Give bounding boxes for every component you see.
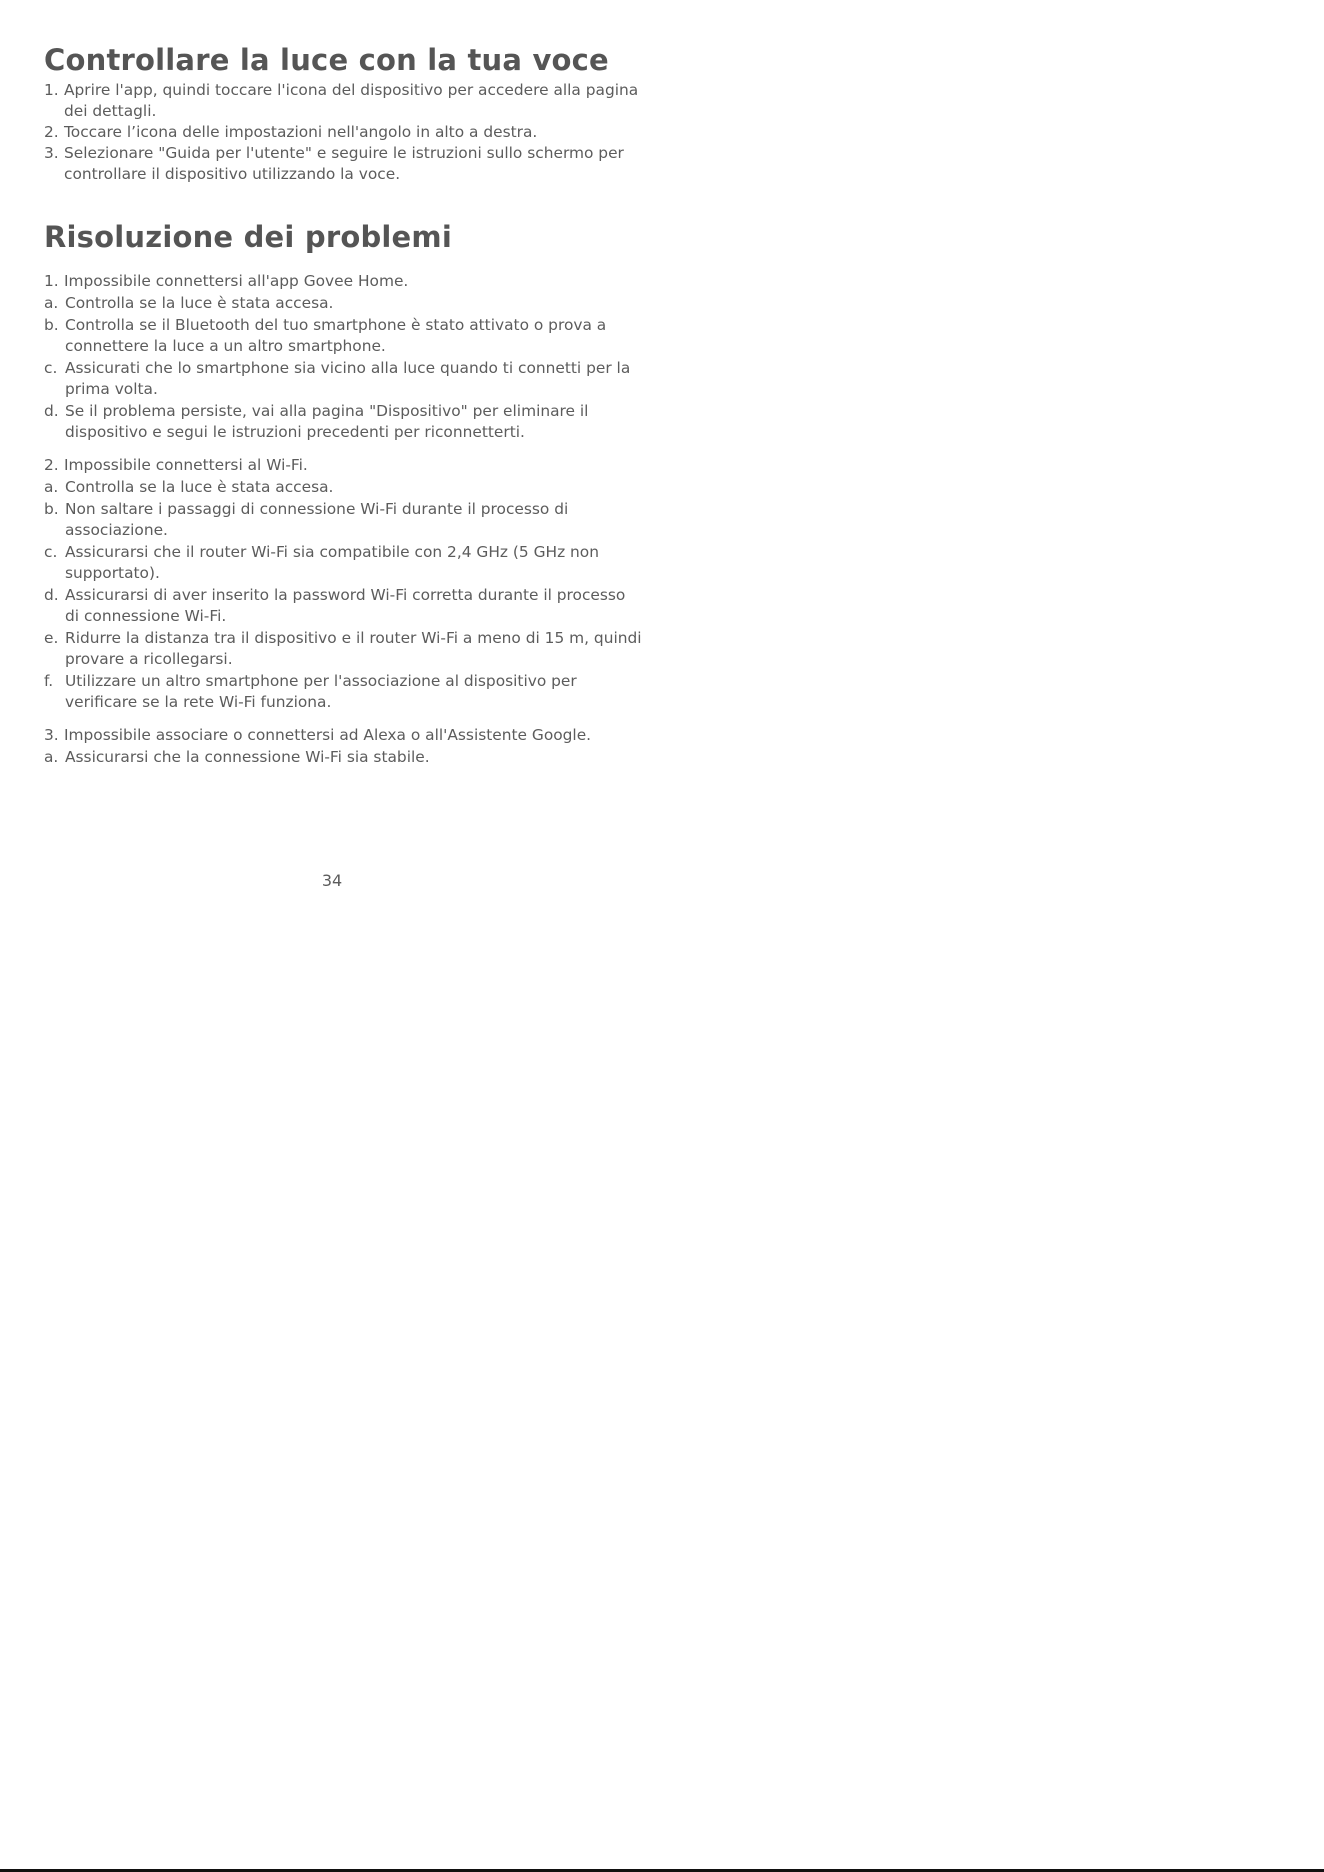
item-text: Ridurre la distanza tra il dispositivo e il router Wi-Fi a meno di 15 m, quindi provare a ricollegarsi. xyxy=(65,629,642,668)
list-item xyxy=(44,358,644,400)
list-item xyxy=(44,585,644,627)
item-letter: a. xyxy=(44,294,59,312)
problem-title xyxy=(44,725,644,746)
list-item xyxy=(44,80,644,122)
section-title-troubleshooting: Risoluzione dei problemi xyxy=(44,220,452,254)
problem-block xyxy=(44,725,644,768)
item-letter: e. xyxy=(44,629,59,647)
problem-title xyxy=(44,271,644,292)
troubleshooting-list xyxy=(44,271,644,768)
step-text: Aprire l'app, quindi toccare l'icona del dispositivo per accedere alla pagina dei dettagli. xyxy=(64,81,639,120)
item-text: Non saltare i passaggi di connessione Wi-Fi durante il processo di associazione. xyxy=(65,500,569,539)
item-letter: a. xyxy=(44,748,59,766)
problem-number: 1. xyxy=(44,272,59,290)
list-item xyxy=(44,628,644,670)
page-number: 34 xyxy=(321,871,343,890)
step-number: 1. xyxy=(44,81,59,99)
list-item xyxy=(44,401,644,443)
item-text: Controlla se la luce è stata accesa. xyxy=(65,294,334,312)
item-text: Assicurati che lo smartphone sia vicino alla luce quando ti connetti per la prima volta. xyxy=(65,359,631,398)
problem-text: Impossibile connettersi all'app Govee Home. xyxy=(64,272,409,290)
item-text: Assicurarsi che la connessione Wi-Fi sia stabile. xyxy=(65,748,430,766)
problem-text: Impossibile associare o connettersi ad Alexa o all'Assistente Google. xyxy=(64,726,592,744)
item-text: Controlla se il Bluetooth del tuo smartphone è stato attivato o prova a connettere la luce a un altro smartphone. xyxy=(65,316,607,355)
item-letter: c. xyxy=(44,359,58,377)
step-number: 3. xyxy=(44,144,59,162)
problem-title xyxy=(44,455,644,476)
item-letter: a. xyxy=(44,478,59,496)
item-letter: b. xyxy=(44,500,59,518)
voice-control-steps xyxy=(44,80,644,185)
step-text: Toccare l’icona delle impostazioni nell'angolo in alto a destra. xyxy=(64,123,538,141)
list-item xyxy=(44,671,644,713)
problem-text: Impossibile connettersi al Wi-Fi. xyxy=(64,456,308,474)
item-letter: f. xyxy=(44,672,54,690)
item-letter: b. xyxy=(44,316,59,334)
step-text: Selezionare "Guida per l'utente" e seguire le istruzioni sullo schermo per controllare il dispositivo utilizzando la voce. xyxy=(64,144,624,183)
problem-block xyxy=(44,455,644,713)
item-letter: c. xyxy=(44,543,58,561)
item-text: Se il problema persiste, vai alla pagina "Dispositivo" per eliminare il dispositivo e segui le istruzioni precedenti per riconnetterti. xyxy=(65,402,589,441)
list-item xyxy=(44,499,644,541)
item-text: Assicurarsi che il router Wi-Fi sia compatibile con 2,4 GHz (5 GHz non supportato). xyxy=(65,543,599,582)
list-item xyxy=(44,122,644,143)
list-item xyxy=(44,293,644,314)
list-item xyxy=(44,542,644,584)
item-text: Assicurarsi di aver inserito la password Wi-Fi corretta durante il processo di connessione Wi-Fi. xyxy=(65,586,626,625)
item-letter: d. xyxy=(44,402,59,420)
problem-number: 3. xyxy=(44,726,59,744)
list-item xyxy=(44,747,644,768)
item-letter: d. xyxy=(44,586,59,604)
problem-number: 2. xyxy=(44,456,59,474)
list-item xyxy=(44,315,644,357)
item-text: Controlla se la luce è stata accesa. xyxy=(65,478,334,496)
step-number: 2. xyxy=(44,123,59,141)
list-item xyxy=(44,143,644,185)
problem-block xyxy=(44,271,644,443)
page-content xyxy=(44,40,644,780)
list-item xyxy=(44,477,644,498)
item-text: Utilizzare un altro smartphone per l'associazione al dispositivo per verificare se la rete Wi-Fi funziona. xyxy=(65,672,577,711)
section-title-voice-control: Controllare la luce con la tua voce xyxy=(44,43,609,77)
